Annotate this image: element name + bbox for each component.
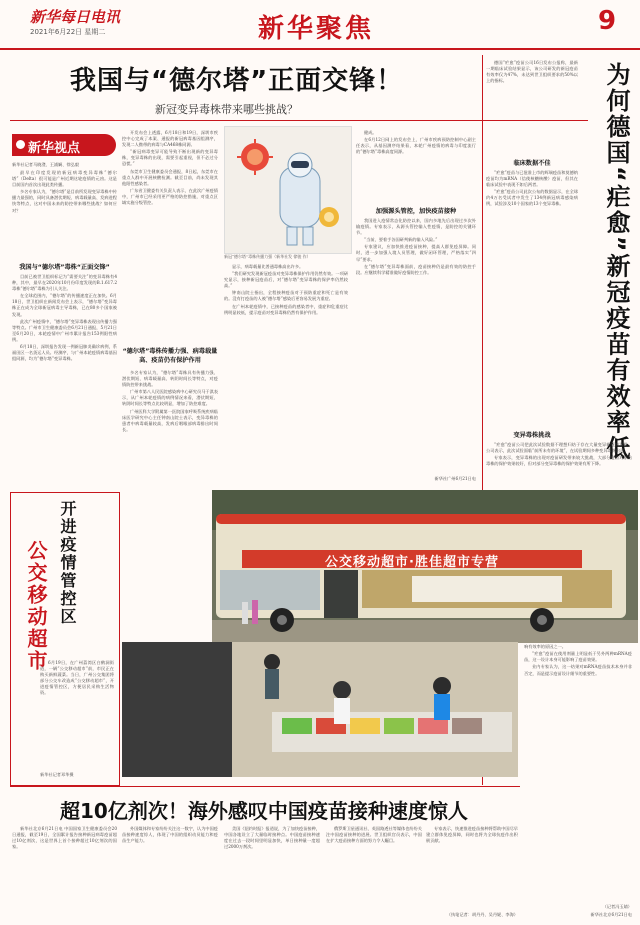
newspaper-brand: 新华每日电讯 [30,8,121,26]
right-byline: （记者冯玉婧） [602,904,632,909]
issue-date: 2021年6月22日 星期二 [30,28,106,36]
right-col-3 [524,632,632,902]
subhead-2: “德尔塔”毒株传播力强、病毒载量高、疫苗仍有保护作用 [122,348,218,364]
paragraph: 健成。 [364,130,377,135]
paragraph: “我们研究发现新冠疫苗对变异毒株保护作用仍然有效。一项研究显示，接种新冠疫苗后，对“德尔塔”变异毒株的保护率仍然较高。” [224,271,348,289]
paragraph: 6月18日，深圳报告发现一例新冠肺炎确诊病例，系福田区一名货运人员。经测序，与广州本轮疫情病毒基因组同源，均为“德尔塔”变异毒株。 [12,344,117,362]
market-photo [122,642,518,777]
side-feature-credit: 新华社记者邓华摄 [40,772,74,777]
bottom-col-2 [122,826,218,920]
bottom-col-1 [12,826,117,920]
bottom-headline: 超10亿剂次！海外感叹中国疫苗接种速度惊人 [60,799,468,823]
paragraph: 俄罗斯卫星通讯社、英国路透社等媒体也纷纷关注中国疫苗接种的进展。世卫组织官员表示，中国在扩大疫苗接种方面的努力令人瞩目。 [326,826,422,844]
badge-dot-icon [16,140,25,149]
bus-banner-text: 公交移动超市·胜佳超市专营 [325,555,499,570]
right-col-1 [486,170,578,382]
paragraph: “疟愈”疫苗与已批准上市的辉瑞疫苗和莫德纳疫苗均为mRNA（信使核糖核酸）疫苗，但其在临床试验中表现不如后两者。 [486,170,578,188]
main-col1 [12,170,117,260]
subhead-1: 我国与“德尔塔”毒株“正面交锋” [19,264,110,271]
illustration [224,126,352,254]
paragraph: 在“德尔塔”变异毒株面前，疫苗接种仍是最有效的防控手段。应继续科学精准做好疫情防控工作。 [356,263,476,275]
paragraph: 美国《纽约时报》报道说，为了加快疫苗接种，中国各地设立了大量临时接种点。中国疫苗接种速度在过去一段时间里明显加快，单日接种量一度超过2000万剂次。 [224,826,320,850]
main-col1b [12,274,117,490]
paragraph: 我国进入疫情常态化防控以来，国内多地先后出现过多次外输疫情。专家表示，从源头管控输入性疫情，是防控的关键环节。 [356,218,476,236]
bottom-col-3 [224,826,320,920]
virus-illustration-icon [225,127,351,253]
main-col4b [356,218,476,474]
paragraph: 开发布会上透露，6月18日和19日，深圳市疾控中心完成了本案、通报的新冠病毒基因组测序，发现二人携带的病毒与CA468株同源。 [122,130,218,148]
paragraph: 广州市第八人民医院感染病中心研究员马于淇表示，从广州本轮疫情的病例情况来看，潜伏期短、转阴时间长等特点比较明显，增加了防控难度。 [122,389,218,407]
section-title: 新华聚焦 [258,14,375,44]
paragraph: 东莞市卫生健康委员会通报，8日起，东莞市在重点人群中开展核酸检测。截至目前，尚未发现其他阳性感染者。 [122,168,218,186]
paragraph: 多名专家认为，“德尔塔”毒株具有传播力强、潜伏期短、病毒载量高、转阴时间长等特点，对疫情防控带来挑战。 [122,370,218,388]
paragraph: 多名专家认为，“德尔塔”是目前所发现变异毒株中传播力最强的，同时具备潜伏期短、病毒载量高、发病进程快等特点，这对中国未来的防控带来哪些挑战？如何应对？ [12,189,117,213]
paragraph: 专家表示，快速推进疫苗接种将帮助中国尽早建立群体免疫屏障，同时也将为全球抗疫作出积极贡献。 [426,826,518,844]
paragraph: 外国媒体和专家纷纷关注这一数字，认为中国疫苗接种速度惊人，体现了中国的组织动员能力和疫苗生产能力。 [122,826,218,844]
paragraph: 显示，病毒载量比普通毒株高出许多。 [232,264,304,269]
paragraph: 业内专家认为，这一结果对mRNA疫苗技术本身并非否定，而是提示疫苗设计细节的重要性。 [524,664,632,676]
illustration-caption: 新冠“德尔塔”毒株传播力强（新华社发 徐骏 作） [224,254,311,259]
paragraph: 广州医科大学附属第一医院国家呼吸系统疾病临床医学研究中心主任钟南山院士表示，变异毒株的患者中病毒载量较高，发病后咽喉部病毒排出时间长。 [122,408,218,432]
paragraph: 新华社北京6月21日电 中国国家卫生健康委员会20日通报，截至19日，全国累计报告接种新冠病毒疫苗超过10亿剂次，这是世界上首个接种超过10亿剂次的国家。 [12,826,117,850]
market-image [122,642,518,777]
side-feature-title: 公交移动超市 [24,540,48,672]
bottom-col-4 [326,826,422,920]
paragraph: 响有效率的原因之一。 [524,644,566,650]
paragraph: 专家建议，应加快推进疫苗接种，提高人群免疫屏障。同时，进一步加强入境人员管理，做好闭环管理，严格落实“四早”要求。 [356,244,476,262]
paragraph: 在全球范围内，“德尔塔”的传播速度正在加快。6月18日，世卫组织在新闻发布会上表示，“德尔塔”变异毒株正在成为全球新冠病毒主导毒株，已在80多个国家被发现。 [12,293,117,317]
right-dateline: 新华社北京6月21日电 [590,912,632,917]
bottom-col-5 [426,826,518,910]
right-intro [486,60,578,156]
paragraph: “疟愈”疫苗公司此次公布的数据显示，在全球约4万名受试者中发生了134例新冠病毒感染病例，试验涉及10个国家的13个变异毒株。 [486,189,578,207]
main-col2 [122,130,218,342]
paragraph: 专家表示，变异毒株的出现对疫苗研发带来较大挑战，大部分疫苗对原始毒株的保护效果较好，但对部分变异毒株的保护效果有所下降。 [486,455,632,467]
side-feature-caption [40,660,114,770]
paragraph: “疟愈”疫苗在使用剂量上明显低于另外两种mRNA疫苗，这一设计本身可能影响了疫苗效果。 [524,651,632,663]
main-col4 [356,130,476,202]
paragraph: 德国“疟愈”疫苗公司16日发布公报称，最新一期临床试验结果显示，该公司研发的新冠疫苗有效率仅为47%，未达到世卫组织要求的50%以上的指标。 [486,60,578,84]
column-badge-label: 新华视点 [28,141,81,156]
right-column-title: 为何德国“疟愈”新冠疫苗有效率低 [602,62,630,462]
main-subheadline: 新冠变异毒株带来哪些挑战？ [155,103,298,116]
paragraph: “疟愈”疫苗公司把此次试验数据不理想归结于存在大量变异新冠病毒株。公司表示，此次试验面临“前所未有的环境”，在试验期间多种变异毒株出现。 [486,442,632,454]
paragraph: 最早在印度发现的新冠病毒变异毒株“德尔塔”（Delta）很可能是广州近期这轮疫情的元凶。这是目前国内首次出现此类传播。 [12,170,117,188]
paragraph: 此次广州疫情中，“德尔塔”变异毒株表现出传播力强等特点。广州市卫生健康委员会6月21日通报，5月21日至6月20日，本轮疫情中广州市累计报告153例阳性病例。 [12,318,117,342]
right-subhead-2: 变异毒株挑战 [513,432,551,439]
bottom-credit: （执笔记者：胡丹丹、吴丹妮、李海） [446,912,518,917]
paragraph: 6月19日，在广州荔湾区白鹤洞街道，一辆“公交移动超市”前，市民正在购买新鲜蔬菜。当日，广州公交集团将部分公交车改造成“公交移动超市”，开进疫情管控区，方便居民采购生活物资。 [40,660,114,696]
paragraph: 在广州本轮疫情中，已接种疫苗的感染者中，重症和危重症比例明显较低，提示疫苗对变异毒株仍然有保护作用。 [224,303,348,315]
main-dateline: 新华社广州6月21日电 [434,476,476,481]
page-number: 9 [598,6,617,36]
bottom-rule [10,786,520,787]
side-feature-kicker: 开进疫情管控区 [58,500,77,626]
right-subhead-1: 临床数据不佳 [513,160,551,167]
paragraph: 广东省卫健委有关负责人表示，在此次广州疫情中，广州市已经采用更严格的防控措施，对重点区域实施分级管控。 [122,187,218,206]
subhead-3: 加强源头管控，加快疫苗接种 [375,208,457,215]
main-headline: 我国与“德尔塔”正面交锋！ [70,66,404,96]
paragraph: 目前已被世卫组织标记为“需要关注”的变异毒株有4种，其中，最早在2020年10月份印度发现的B.1.617.2毒株“德尔塔”毒株为引人关注。 [12,274,117,292]
main-col2b [122,370,218,486]
paragraph: 钟南山院士指出，全程接种疫苗对于预防重症和死亡是有效的。没有打疫苗的人被“德尔塔”感染后更容易发展为重症。 [224,290,348,302]
main-col3 [224,264,348,488]
paragraph: “新冠病毒变异可能导致不断出现新的变异毒株，变异毒株的出现，需要引起重视，但不必过分恐慌。” [122,149,218,167]
paragraph: 在6月12日网上的发布会上，广州市疾病预防控制中心副主任表示，从基因测序结果看，本轮广州疫情的病毒与印度流行的“德尔塔”毒株高度同源。 [356,137,476,155]
paragraph: “当前，要着手各国研判新的输入风险。” [364,237,438,243]
main-byline: 新华社记者马晓澄、王浦娴、徐弘毅 [12,162,80,167]
